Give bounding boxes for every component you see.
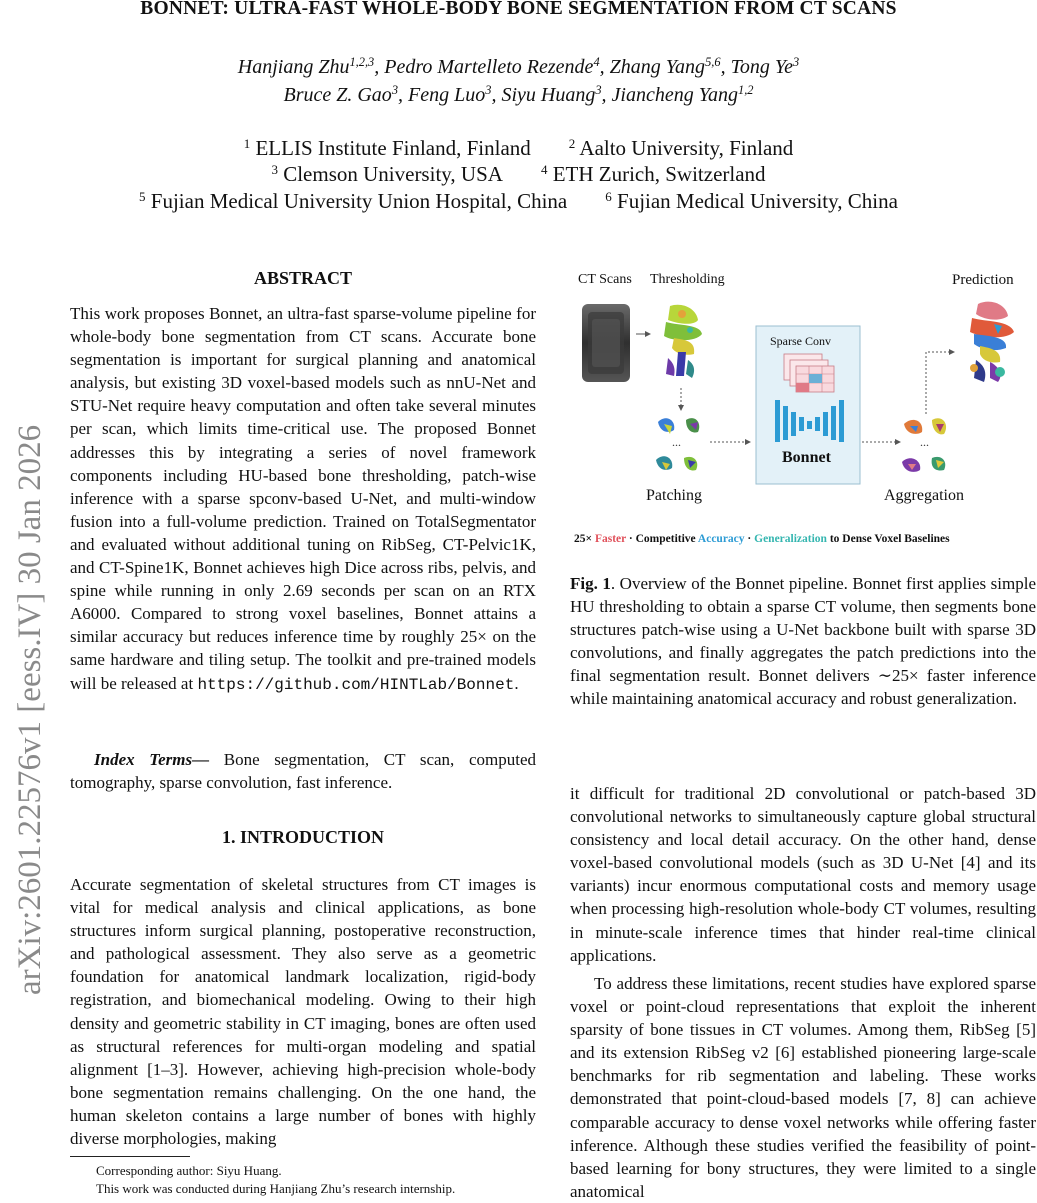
affil-num: 2 [568, 135, 576, 151]
affiliation: ETH Zurich, Switzerland [552, 162, 766, 186]
tagline-sep2: · [744, 533, 755, 545]
author-sup: 1,2,3 [349, 55, 375, 70]
author-name: Feng Luo [408, 84, 486, 106]
author-sup: 3 [391, 83, 399, 98]
label-sparse-conv: Sparse Conv [770, 334, 831, 348]
introduction-text-left: Accurate segmentation of skeletal structures from CT images is vital for medical analysis and clinical applications, as bone structures inform surgical planning, postoperative reconstruction, and pathological assessment. They also serve as a geometric foundation for anatomical landmark localization, rigid-body registration, and biomechanical modeling. Owing to their high density and geometric stability in CT imaging, bones are often used as structural references for multi-organ modeling and spatial alignment [1–3]. However, achieving high-precision whole-body bone segmentation remains challenging. On the one hand, the human skeleton contains a large number of bones with highly diverse morphologies, making [70, 875, 536, 1149]
affiliation: Fujian Medical University Union Hospital, China [150, 189, 568, 213]
arxiv-identifier: arXiv:2601.22576v1 [eess.IV] 30 Jan 2026 [12, 424, 48, 995]
threshold-skeleton-image [654, 300, 708, 386]
tagline-speedup: 25× [574, 533, 593, 545]
figure-caption [570, 572, 1036, 711]
author-sup: 1,2 [738, 83, 754, 98]
pipeline-diagram [570, 264, 1036, 556]
label-bonnet: Bonnet [782, 449, 831, 466]
author-name: Hanjiang Zhu [237, 56, 350, 78]
ct-scan-image [582, 304, 630, 382]
abstract-text [70, 302, 536, 697]
author-name: Bruce Z. Gao [283, 84, 392, 106]
affiliation-line-2 [0, 162, 1037, 187]
affiliation: ELLIS Institute Finland, Finland [255, 136, 531, 160]
label-patching: Patching [646, 487, 702, 504]
index-terms [70, 748, 536, 794]
abstract-end: . [514, 673, 519, 693]
paper-title: BONNET: ULTRA-FAST WHOLE-BODY BONE SEGMENTATION FROM CT SCANS [140, 0, 897, 19]
arrow-aggregation-to-prediction [926, 352, 954, 414]
label-prediction: Prediction [952, 272, 1014, 288]
affiliation: Fujian Medical University, China [617, 189, 898, 213]
author-sup: 3 [595, 83, 602, 98]
introduction-heading: 1. INTRODUCTION [221, 827, 385, 847]
author-name: Zhang Yang [609, 56, 706, 78]
tagline-generalization: Generalization [754, 533, 827, 545]
bonnet-panel [756, 326, 860, 484]
author-name: Pedro Martelleto Rezende [384, 56, 594, 78]
tagline-faster: Faster [594, 533, 627, 545]
author-name: Jiancheng Yang [611, 84, 739, 106]
sparse-conv-grid [784, 354, 834, 392]
figure-1 [570, 264, 1036, 556]
tagline-sep1: · Competitive [626, 533, 698, 545]
introduction-text-right-2: To address these limitations, recent studies have explored sparse voxel or point-cloud representations that exploit the inherent sparsity of bone tissues in CT volumes. Among them, RibSeg [5] and its extension RibSeg v2 [6] established pioneering large-scale benchmarks for rib segmentation and labeling. These works demonstrated that point-cloud-based models [7, 8] can achieve comparable accuracy to dense voxel networks while offering faster inference. Although these studies verified the feasibility of point-based learning for bony structures, they were limited to a single anatomical [570, 974, 1036, 1201]
author-sup: 3 [485, 83, 492, 98]
affiliation: Aalto University, Finland [579, 136, 794, 160]
figure-tagline [574, 533, 950, 545]
affil-num: 4 [540, 161, 548, 177]
author-line-1: Hanjiang Zhu$^{1,2,3}$, Pedro Martelleto Rezende$^4$, Zhang Yang$^{5,6}$, Tong Ye$^3$ [237, 55, 800, 78]
label-ct-scans: CT Scans [578, 272, 632, 287]
affil-num: 5 [139, 188, 146, 204]
index-terms-label: Index Terms— [94, 750, 210, 769]
author-name: Tong Ye [730, 56, 794, 78]
author-sup: 5,6 [705, 55, 721, 70]
affil-num: 1 [243, 135, 251, 151]
author-sup: 3 [793, 55, 800, 70]
affiliation-line-3 [0, 189, 1037, 214]
author-sup: 4 [593, 55, 600, 70]
label-thresholding: Thresholding [650, 272, 725, 287]
footnote-2: This work was conducted during Hanjiang Zhu’s research internship. [96, 1181, 456, 1196]
patch-ellipsis: ... [672, 435, 681, 449]
affiliation-line-1 [0, 136, 1037, 161]
introduction-text-right-1: it difficult for traditional 2D convolutional or patch-based 3D convolutional networks to simultaneously capture global structural consistency and local detail accuracy. On the other hand, dense voxel-based convolutional models (such as 3D U-Net [4] and its variants) incur enormous computational costs and memory usage when processing high-resolution whole-body CT volumes, resulting in minute-scale inference times that hinder real-time clinical applications. [570, 784, 1036, 965]
aggregation-ellipsis: ... [920, 435, 929, 449]
code-url[interactable]: https://github.com/HINTLab/Bonnet [197, 675, 515, 694]
affil-num: 3 [271, 161, 278, 177]
figure-caption-text: . Overview of the Bonnet pipeline. Bonnet first applies simple HU thresholding to obtain a sparse CT volume, then segments bone structures patch-wise using a U-Net backbone built with sparse 3D convolutions, and finally aggregates the patch predictions into the final segmentation result. Bonnet delivers ∼25× faster inference while maintaining anatomical accuracy and robust generalization. [570, 574, 1036, 709]
index-terms-text: Bone segmentation, CT scan, computed tomography, sparse convolution, fast inference. [70, 750, 536, 793]
author-name: Siyu Huang [501, 84, 596, 106]
abstract-body: This work proposes Bonnet, an ultra-fast sparse-volume pipeline for whole-body bone segmentation from CT scans. Accurate bone segmentation is important for surgical planning and anatomical analysis, but existing 3D voxel-based models such as nnU-Net and STU-Net require heavy computation and often take several minutes per scan, which limits time-critical use. The proposed Bonnet addresses this by integrating a series of novel framework components including HU-based bone thresholding, patch-wise inference with a sparse spconv-based U-Net, and multi-window fusion into a full-volume prediction. Trained on TotalSegmentator and evaluated without additional tuning on RibSeg, CT-Pelvic1K, and CT-Spine1K, Bonnet achieves high Dice across ribs, pelvis, and spine while running in only 2.69 seconds per scan on an RTX A6000. Compared to strong voxel baselines, Bonnet attains a similar accuracy but reduces inference time by roughly 25× on the same hardware and tiling setup. The toolkit and pre-trained models will be released at [70, 304, 536, 693]
prediction-skeleton-image [970, 302, 1014, 382]
affil-num: 6 [605, 188, 612, 204]
tagline-accuracy: Accuracy [697, 533, 745, 545]
author-line-2: Bruce Z. Gao$^3$, Feng Luo$^3$, Siyu Huang$^3$, Jiancheng Yang$^{1,2}$ [283, 83, 754, 106]
affiliation: Clemson University, USA [283, 162, 503, 186]
abstract-heading: ABSTRACT [253, 268, 353, 288]
footnote-rule [70, 1156, 190, 1157]
tagline-tail: to Dense Voxel Baselines [826, 533, 950, 545]
label-aggregation: Aggregation [884, 487, 964, 504]
figure-caption-label: Fig. 1 [570, 574, 611, 593]
footnote-1: Corresponding author: Siyu Huang. [96, 1163, 282, 1178]
